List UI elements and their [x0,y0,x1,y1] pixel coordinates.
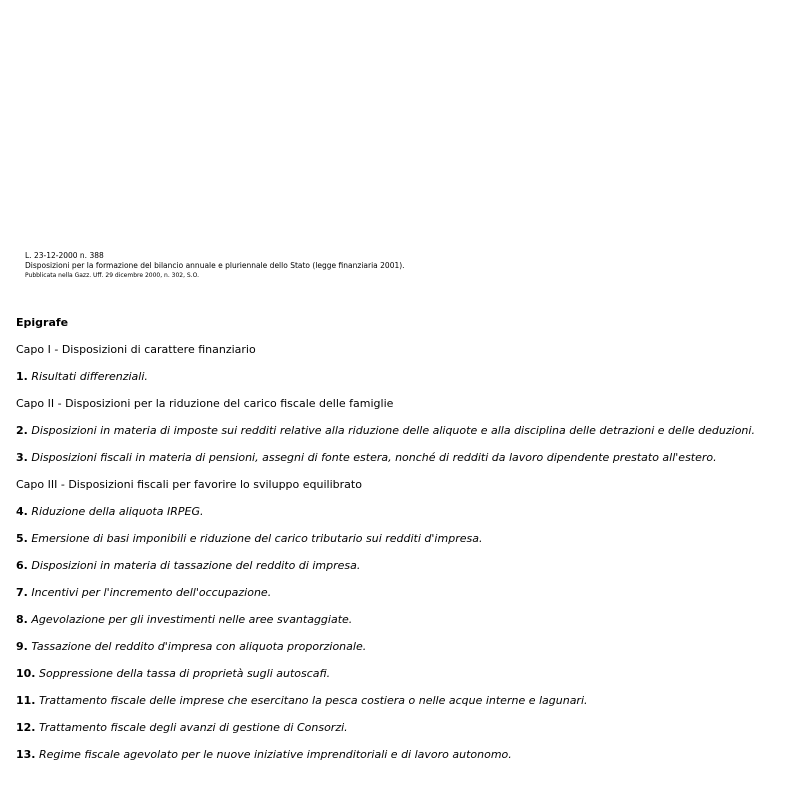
article-link[interactable] [16,640,796,654]
article-number: 4. [16,505,28,518]
article-link[interactable] [16,613,796,627]
article-link[interactable] [16,559,796,573]
article-link[interactable] [16,424,796,438]
article-title: Regime fiscale agevolato per le nuove iniziative imprenditoriali e di lavoro autonomo. [39,748,512,761]
article-title: Emersione di basi imponibili e riduzione del carico tributario sui redditi d'impresa. [31,532,483,545]
epigrafe-link[interactable]: Epigrafe [16,316,69,329]
law-reference: L. 23-12-2000 n. 388 [25,251,104,260]
article-number: 10. [16,667,36,680]
article-number: 3. [16,451,28,464]
article-link[interactable] [16,586,796,600]
article-title: Incentivi per l'incremento dell'occupazione. [31,586,272,599]
article-link[interactable] [16,721,796,735]
article-title: Trattamento fiscale delle imprese che esercitano la pesca costiera o nelle acque interne e lagunari. [39,694,588,707]
capo-heading: Capo I - Disposizioni di carattere finanziario [16,343,256,356]
article-number: 5. [16,532,28,545]
article-link[interactable] [16,694,796,708]
article-number: 9. [16,640,28,653]
article-title: Disposizioni in materia di imposte sui redditi relative alla riduzione delle aliquote e alla disciplina delle detrazioni e delle deduzioni. [31,424,755,437]
article-number: 13. [16,748,36,761]
capo-heading: Capo II - Disposizioni per la riduzione del carico fiscale delle famiglie [16,397,394,410]
article-link[interactable] [16,451,796,465]
publication-note: Pubblicata nella Gazz. Uff. 29 dicembre 2000, n. 302, S.O. [25,272,200,279]
article-link[interactable] [16,748,796,762]
article-title: Risultati differenziali. [31,370,148,383]
article-link[interactable] [16,667,796,681]
article-title: Agevolazione per gli investimenti nelle aree svantaggiate. [31,613,353,626]
table-of-contents [16,316,796,775]
article-link[interactable] [16,532,796,546]
article-number: 11. [16,694,36,707]
article-title: Disposizioni fiscali in materia di pensioni, assegni di fonte estera, nonché di redditi da lavoro dipendente prestato all'estero. [31,451,717,464]
article-title: Soppressione della tassa di proprietà sugli autoscafi. [39,667,331,680]
capo-heading: Capo III - Disposizioni fiscali per favorire lo sviluppo equilibrato [16,478,362,491]
article-number: 12. [16,721,36,734]
article-link[interactable] [16,370,796,384]
article-title: Riduzione della aliquota IRPEG. [31,505,204,518]
article-number: 7. [16,586,28,599]
article-number: 6. [16,559,28,572]
law-header [25,251,785,280]
article-title: Tassazione del reddito d'impresa con aliquota proporzionale. [31,640,367,653]
article-number: 8. [16,613,28,626]
article-number: 1. [16,370,28,383]
article-title: Disposizioni in materia di tassazione del reddito di impresa. [31,559,361,572]
article-link[interactable] [16,505,796,519]
law-title: Disposizioni per la formazione del bilancio annuale e pluriennale dello Stato (legge finanziaria 2001). [25,261,405,270]
article-number: 2. [16,424,28,437]
article-title: Trattamento fiscale degli avanzi di gestione di Consorzi. [39,721,348,734]
